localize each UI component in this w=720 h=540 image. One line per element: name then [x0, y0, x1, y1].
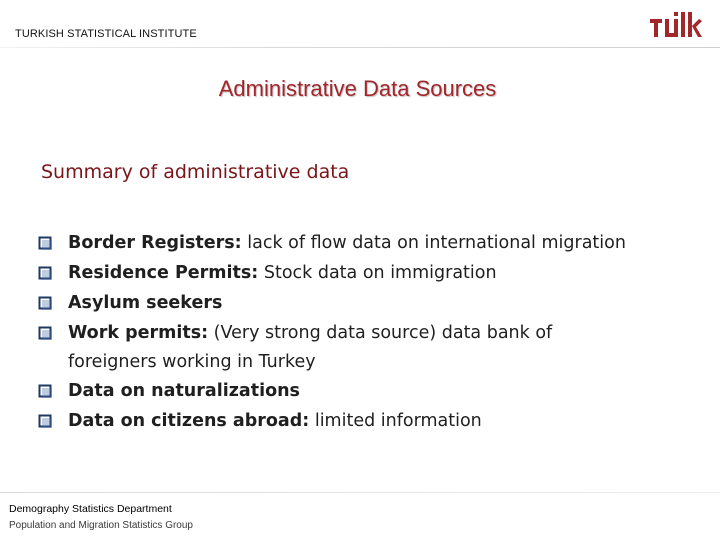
bullet-label: Work permits: — [68, 323, 209, 343]
checkbox-bullet-icon — [38, 326, 54, 342]
footer-divider — [0, 492, 720, 493]
bullet-label: Data on naturalizations — [68, 381, 300, 401]
footer-department: Demography Statistics Department — [9, 503, 172, 515]
checkbox-bullet-icon — [38, 266, 54, 282]
page-title: Administrative Data Sources — [218, 76, 497, 101]
list-item — [38, 318, 708, 376]
organization-name: TURKISH STATISTICAL INSTITUTE — [15, 28, 197, 40]
checkbox-bullet-icon — [38, 296, 54, 312]
header-divider — [0, 47, 720, 48]
list-item — [38, 258, 708, 288]
bullet-label: Data on citizens abroad: — [68, 411, 310, 431]
bullet-label: Border Registers: — [68, 233, 242, 253]
bullet-text: (Very strong data source) data bank of — [208, 323, 553, 343]
tuik-logo — [650, 10, 702, 42]
list-item — [38, 376, 708, 406]
checkbox-bullet-icon — [38, 236, 54, 252]
bullet-label: Residence Permits: — [68, 263, 259, 283]
list-item — [38, 406, 708, 436]
list-item — [38, 228, 708, 258]
bullet-text: limited information — [309, 411, 482, 431]
checkbox-bullet-icon — [38, 384, 54, 400]
list-item — [38, 288, 708, 318]
bullet-text: lack of flow data on international migration — [241, 233, 626, 253]
footer-group: Population and Migration Statistics Group — [9, 520, 193, 531]
bullet-label: Asylum seekers — [68, 293, 223, 313]
bullet-continuation: foreigners working in Turkey — [68, 352, 316, 372]
section-title: Summary of administrative data — [41, 161, 350, 183]
checkbox-bullet-icon — [38, 414, 54, 430]
bullet-text: Stock data on immigration — [258, 263, 497, 283]
bullet-list — [38, 228, 708, 436]
